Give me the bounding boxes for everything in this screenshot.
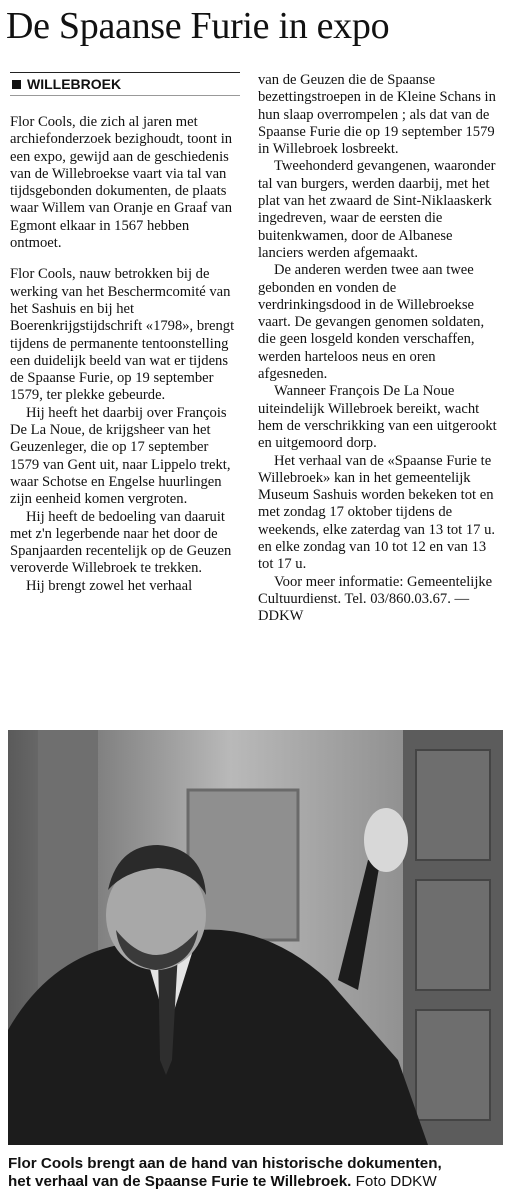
photo-illustration xyxy=(8,730,503,1145)
body-paragraph-8: Wanneer François De La Noue uiteindelijk Willebroek bereikt, wacht hem de verschrikking van een uitgerookt en uitgemoord dorp. xyxy=(258,383,497,452)
body-paragraph-9: Het verhaal van de «Spaanse Furie te Willebroek» kan in het gemeentelijk Museum Sashuis worden bekeken tot en met zondag 17 oktober tijdens de weekends, elke zaterdag van 13 tot 17 u. en elke zondag van 10 tot 12 en van 13 tot 17 u. xyxy=(258,452,496,573)
caption-line-2 xyxy=(8,1173,504,1191)
body-paragraph-7: De anderen werden twee aan twee gebonden en vonden de verdrinkingsdood in de Willebroekse vaart. De gevangen genomen soldaten, die geen losgeld konden verschaffen, werden harteloos neus en oren afgesneden. xyxy=(258,262,485,383)
right-column xyxy=(258,72,498,626)
contact-paragraph: Voor meer informatie: Gemeentelijke Cultuurdienst. Tel. 03/860.03.67. — DDKW xyxy=(258,573,493,625)
body-paragraph-5: van de Geuzen die de Spaanse bezettingstroepen in de Kleine Schans in hun slaap overrompelen ; als dat van de Spaanse Furie die op 19 september 1579 in Willebroek losbreekt. xyxy=(258,72,496,158)
body-paragraph-1: Flor Cools, nauw betrokken bij de werking van het Beschermcomité van het Sashuis en bij het Boerenkrijgstijdschrift «1798», brengt tijdens de permanente tentoonstelling een duidelijk beeld van wat er tijdens de Spaanse Furie, op 19 september 1579, ter plekke gebeurde. xyxy=(10,266,235,404)
location-kicker xyxy=(10,72,240,96)
kicker-label: WILLEBROEK xyxy=(27,76,122,92)
photo-credit: Foto DDKW xyxy=(355,1173,437,1190)
caption-line-1: Flor Cools brengt aan de hand van historische dokumenten, xyxy=(8,1155,442,1172)
body-paragraph-6: Tweehonderd gevangenen, waaronder tal van burgers, werden daarbij, met het plat van het zwaard de Sint-Niklaaskerk ingedreven, waar de eersten die buitenkwamen, door de Albanese lanciers werden afgemaakt. xyxy=(258,158,496,261)
intro-paragraph: Flor Cools, die zich al jaren met archiefonderzoek bezighoudt, toont in een expo, gewijd aan de geschiedenis van de Willebroekse vaart via tal van tijdsgebonden dokumenten, de plaats waar Willem van Oranje en Graaf van Egmont elkaar in 1567 hebben ontmoet. xyxy=(10,114,233,252)
caption-text: het verhaal van de Spaanse Furie te Willebroek. xyxy=(8,1173,352,1190)
photo-caption xyxy=(8,1155,504,1191)
body-paragraph-4: Hij brengt zowel het verhaal xyxy=(26,577,193,594)
left-column xyxy=(10,72,240,595)
body-paragraph-3: Hij heeft de bedoeling van daaruit met z'n legerbende naar het door de Spanjaarden recentelijk op de Geuzen veroverde Willebroek te trekken. xyxy=(10,508,232,577)
body-paragraph-2: Hij heeft het daarbij over François De La Noue, de krijgsheer van het Geuzenleger, die op 17 september 1579 van Gent uit, naar Lippelo trekt, waar Schotse en Engelse huurlingen zijn eenheid komen vergroten. xyxy=(10,404,231,508)
square-bullet-icon xyxy=(12,80,21,89)
article-photo xyxy=(8,730,503,1145)
article-headline: De Spaanse Furie in expo xyxy=(6,5,390,47)
